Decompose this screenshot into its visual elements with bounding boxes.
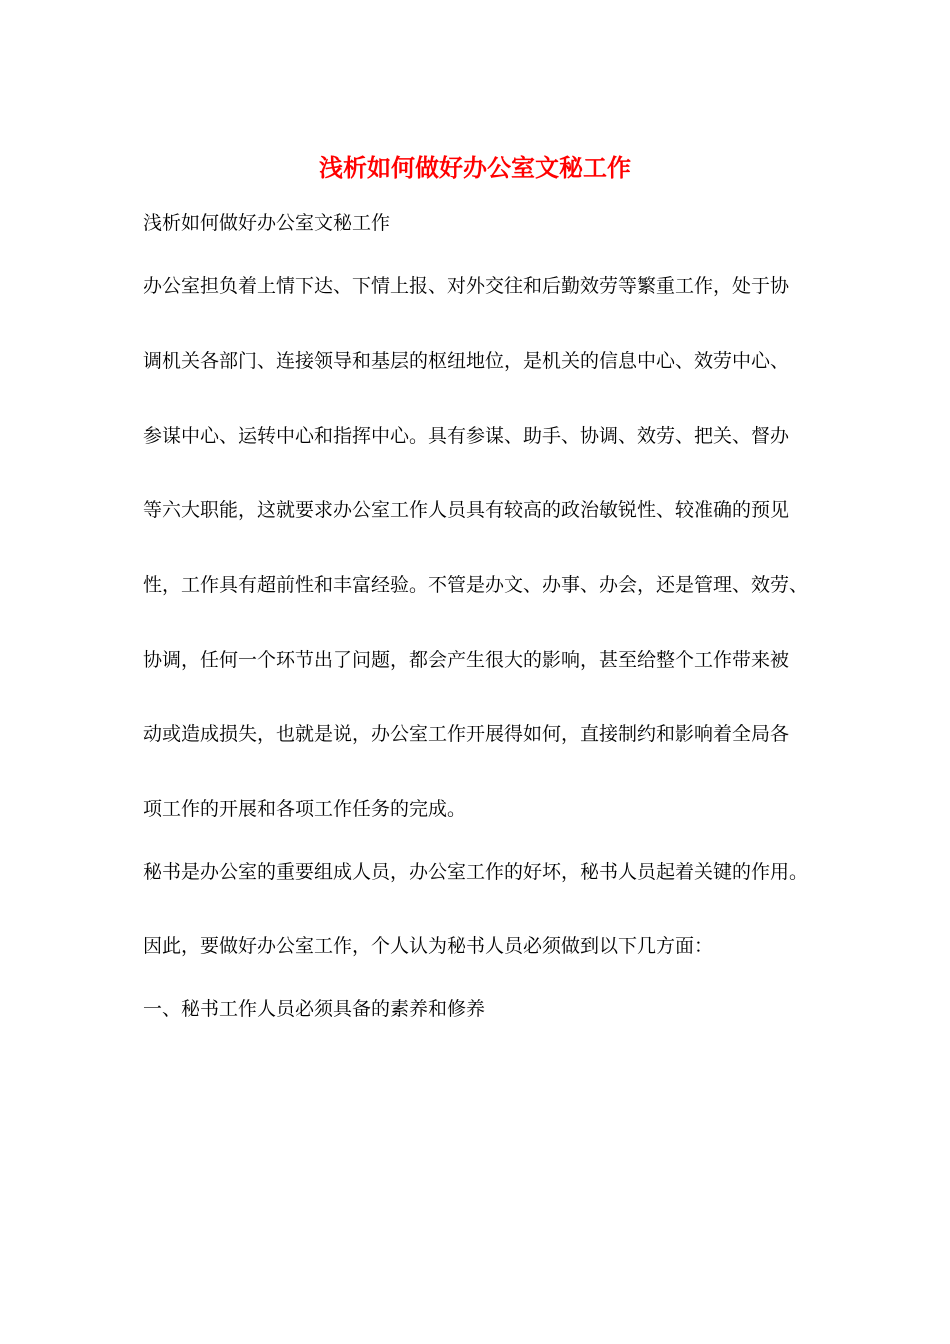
section-heading: 一、秘书工作人员必须具备的素养和修养 <box>143 998 486 1020</box>
paragraph-line: 性，工作具有超前性和丰富经验。不管是办文、办事、办会，还是管理、效劳、 <box>143 574 809 596</box>
document-title: 浅析如何做好办公室文秘工作 <box>319 153 631 182</box>
paragraph-line: 因此，要做好办公室工作，个人认为秘书人员必须做到以下几方面： <box>143 935 714 957</box>
paragraph-line: 等六大职能，这就要求办公室工作人员具有较高的政治敏锐性、较准确的预见 <box>143 499 790 521</box>
paragraph-line: 协调，任何一个环节出了问题，都会产生很大的影响，甚至给整个工作带来被 <box>143 649 790 671</box>
paragraph-line: 办公室担负着上情下达、下情上报、对外交往和后勤效劳等繁重工作，处于协 <box>143 275 790 297</box>
paragraph-line: 动或造成损失，也就是说，办公室工作开展得如何，直接制约和影响着全局各 <box>143 723 790 745</box>
paragraph-line: 项工作的开展和各项工作任务的完成。 <box>143 798 467 820</box>
paragraph-line: 调机关各部门、连接领导和基层的枢纽地位，是机关的信息中心、效劳中心、 <box>143 350 790 372</box>
paragraph-line: 秘书是办公室的重要组成人员，办公室工作的好坏，秘书人员起着关键的作用。 <box>143 861 809 883</box>
document-subtitle: 浅析如何做好办公室文秘工作 <box>143 212 391 234</box>
paragraph-line: 参谋中心、运转中心和指挥中心。具有参谋、助手、协调、效劳、把关、督办 <box>143 425 790 447</box>
